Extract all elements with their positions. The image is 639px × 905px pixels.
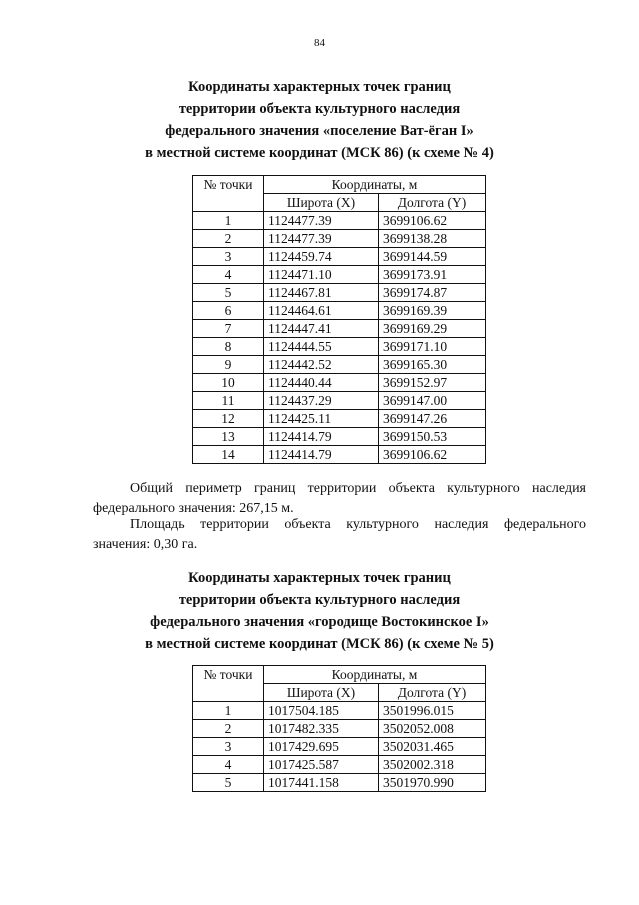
latitude-cell: 1124477.39	[264, 212, 379, 230]
table-row	[193, 266, 486, 284]
point-number-cell: 5	[193, 284, 264, 302]
table-row	[193, 284, 486, 302]
header-coordinates: Координаты, м	[264, 176, 486, 194]
header-point-number: № точки	[193, 176, 264, 212]
point-number-cell: 2	[193, 230, 264, 248]
longitude-cell: 3699169.29	[379, 320, 486, 338]
table-row	[193, 320, 486, 338]
table-row	[193, 702, 486, 720]
table-row	[193, 356, 486, 374]
heading-line: федерального значения «городище Востокинское I»	[150, 614, 489, 630]
longitude-cell: 3699169.39	[379, 302, 486, 320]
longitude-cell: 3699106.62	[379, 446, 486, 464]
longitude-cell: 3502002.318	[379, 756, 486, 774]
header-latitude: Широта (X)	[264, 684, 379, 702]
longitude-cell: 3501996.015	[379, 702, 486, 720]
latitude-cell: 1124414.79	[264, 446, 379, 464]
table-row	[193, 374, 486, 392]
latitude-cell: 1124414.79	[264, 428, 379, 446]
header-coordinates: Координаты, м	[264, 666, 486, 684]
point-number-cell: 10	[193, 374, 264, 392]
heading-line: в местной системе координат (МСК 86) (к схеме № 5)	[145, 636, 494, 652]
table-header-row	[193, 666, 486, 684]
latitude-cell: 1017425.587	[264, 756, 379, 774]
point-number-cell: 12	[193, 410, 264, 428]
point-number-cell: 1	[193, 702, 264, 720]
table-row	[193, 720, 486, 738]
heading-line: в местной системе координат (МСК 86) (к схеме № 4)	[145, 145, 494, 161]
latitude-cell: 1124425.11	[264, 410, 379, 428]
latitude-cell: 1017429.695	[264, 738, 379, 756]
point-number-cell: 14	[193, 446, 264, 464]
table-row	[193, 738, 486, 756]
point-number-cell: 3	[193, 738, 264, 756]
heading-line: Координаты характерных точек границ	[188, 570, 451, 586]
heading-line: федерального значения «поселение Ват-ёган I»	[165, 123, 474, 139]
heading-line: территории объекта культурного наследия	[178, 101, 461, 117]
table-row	[193, 212, 486, 230]
point-number-cell: 11	[193, 392, 264, 410]
latitude-cell: 1017441.158	[264, 774, 379, 792]
table-row	[193, 774, 486, 792]
section-1-heading	[0, 76, 639, 164]
latitude-cell: 1124477.39	[264, 230, 379, 248]
heading-line: Координаты характерных точек границ	[188, 79, 451, 95]
longitude-cell: 3699147.00	[379, 392, 486, 410]
table-row	[193, 230, 486, 248]
latitude-cell: 1124440.44	[264, 374, 379, 392]
longitude-cell: 3502052.008	[379, 720, 486, 738]
longitude-cell: 3699147.26	[379, 410, 486, 428]
longitude-cell: 3501970.990	[379, 774, 486, 792]
point-number-cell: 8	[193, 338, 264, 356]
latitude-cell: 1124437.29	[264, 392, 379, 410]
point-number-cell: 7	[193, 320, 264, 338]
latitude-cell: 1017482.335	[264, 720, 379, 738]
point-number-cell: 9	[193, 356, 264, 374]
area-text-line-2: значения: 0,30 га.	[93, 537, 198, 552]
table-row	[193, 428, 486, 446]
area-paragraph	[93, 515, 586, 555]
table-row	[193, 410, 486, 428]
longitude-cell: 3699152.97	[379, 374, 486, 392]
heading-line: территории объекта культурного наследия	[178, 592, 461, 608]
longitude-cell: 3699165.30	[379, 356, 486, 374]
perimeter-paragraph	[93, 479, 586, 519]
header-latitude: Широта (X)	[264, 194, 379, 212]
header-longitude: Долгота (Y)	[379, 194, 486, 212]
header-longitude: Долгота (Y)	[379, 684, 486, 702]
point-number-cell: 2	[193, 720, 264, 738]
page-number: 84	[314, 37, 325, 49]
section-2-heading	[0, 567, 639, 655]
longitude-cell: 3699150.53	[379, 428, 486, 446]
coordinates-table-1	[192, 175, 486, 464]
perimeter-text-line-2: федерального значения: 267,15 м.	[93, 501, 294, 516]
latitude-cell: 1124467.81	[264, 284, 379, 302]
table-row	[193, 446, 486, 464]
table-row	[193, 338, 486, 356]
point-number-cell: 3	[193, 248, 264, 266]
point-number-cell: 6	[193, 302, 264, 320]
latitude-cell: 1124459.74	[264, 248, 379, 266]
longitude-cell: 3699173.91	[379, 266, 486, 284]
latitude-cell: 1017504.185	[264, 702, 379, 720]
point-number-cell: 4	[193, 266, 264, 284]
latitude-cell: 1124464.61	[264, 302, 379, 320]
longitude-cell: 3699174.87	[379, 284, 486, 302]
longitude-cell: 3502031.465	[379, 738, 486, 756]
perimeter-text-line-1: Общий периметр границ территории объекта культурного наследия	[130, 481, 586, 496]
longitude-cell: 3699171.10	[379, 338, 486, 356]
point-number-cell: 4	[193, 756, 264, 774]
table-row	[193, 392, 486, 410]
header-point-number: № точки	[193, 666, 264, 702]
latitude-cell: 1124444.55	[264, 338, 379, 356]
table-row	[193, 302, 486, 320]
table-header-row	[193, 176, 486, 194]
coordinates-table-2	[192, 665, 486, 792]
longitude-cell: 3699144.59	[379, 248, 486, 266]
longitude-cell: 3699106.62	[379, 212, 486, 230]
table-row	[193, 248, 486, 266]
area-text-line-1: Площадь территории объекта культурного наследия федерального	[130, 517, 586, 532]
latitude-cell: 1124447.41	[264, 320, 379, 338]
point-number-cell: 1	[193, 212, 264, 230]
latitude-cell: 1124442.52	[264, 356, 379, 374]
point-number-cell: 13	[193, 428, 264, 446]
longitude-cell: 3699138.28	[379, 230, 486, 248]
table-row	[193, 756, 486, 774]
point-number-cell: 5	[193, 774, 264, 792]
latitude-cell: 1124471.10	[264, 266, 379, 284]
